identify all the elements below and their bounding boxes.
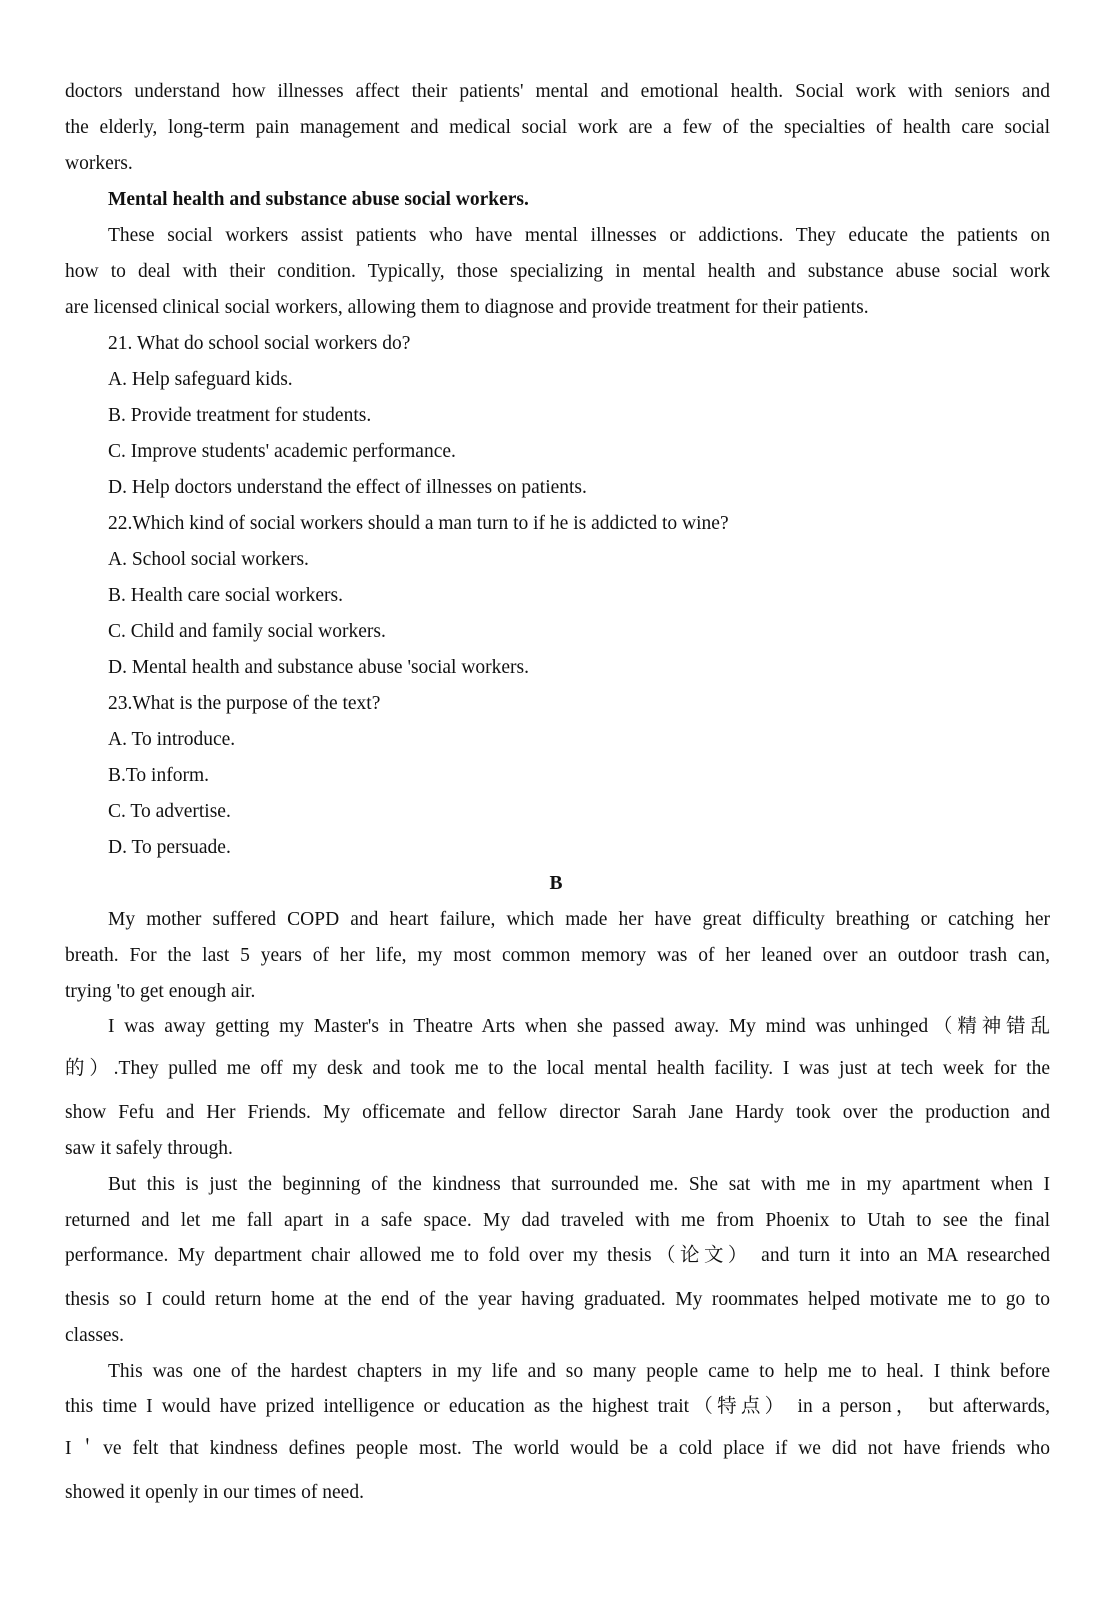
- answer-option: A. School social workers.: [108, 549, 309, 570]
- answer-option: B. Health care social workers.: [108, 585, 343, 606]
- text-line: These social workers assist patients who have mental illnesses or addictions. They educate the patients on: [108, 225, 1050, 246]
- text-line: returned and let me fall apart in a safe space. My dad traveled with me from Phoenix to Utah to see the final: [65, 1210, 1050, 1231]
- answer-option: D. To persuade.: [108, 837, 231, 858]
- answer-option: C. To advertise.: [108, 801, 231, 822]
- text-line: classes.: [65, 1325, 125, 1346]
- answer-option: B.To inform.: [108, 765, 210, 786]
- text-line: the elderly, long-term pain management and medical social work are a few of the specialties of health care social: [65, 117, 1050, 138]
- text-line: My mother suffered COPD and heart failure, which made her have great difficulty breathing or catching her: [108, 909, 1050, 930]
- question: 22.Which kind of social workers should a man turn to if he is addicted to wine?: [108, 513, 729, 534]
- answer-option: C. Improve students' academic performance.: [108, 441, 456, 462]
- answer-option: A. Help safeguard kids.: [108, 369, 293, 390]
- text-line: breath. For the last 5 years of her life, my most common memory was of her leaned over an outdoor trash can,: [65, 945, 1050, 966]
- answer-option: B. Provide treatment for students.: [108, 405, 372, 426]
- answer-option: C. Child and family social workers.: [108, 621, 386, 642]
- answer-option: D. Help doctors understand the effect of illnesses on patients.: [108, 477, 587, 498]
- question: 23.What is the purpose of the text?: [108, 693, 381, 714]
- text-line: showed it openly in our times of need.: [65, 1482, 364, 1503]
- question: 21. What do school social workers do?: [108, 333, 411, 354]
- text-line: are licensed clinical social workers, allowing them to diagnose and provide treatment for their patients.: [65, 297, 869, 318]
- text-line: workers.: [65, 153, 133, 174]
- text-line: this time I would have prized intelligence or education as the highest trait（特点） in a person， but afterwards,: [65, 1396, 1050, 1417]
- text-line: performance. My department chair allowed me to fold over my thesis（论文） and turn it into an MA researched: [65, 1245, 1050, 1266]
- section-heading: Mental health and substance abuse social workers.: [108, 189, 529, 210]
- answer-option: D. Mental health and substance abuse 'social workers.: [108, 657, 530, 678]
- text-line: I＇ve felt that kindness defines people most. The world would be a cold place if we did not have friends who: [65, 1438, 1050, 1459]
- text-line: how to deal with their condition. Typically, those specializing in mental health and substance abuse social work: [65, 261, 1050, 282]
- text-line: saw it safely through.: [65, 1138, 233, 1159]
- text-line: I was away getting my Master's in Theatre Arts when she passed away. My mind was unhinged（精神错乱: [108, 1016, 1050, 1037]
- text-line: trying 'to get enough air.: [65, 981, 256, 1002]
- text-line: 的）.They pulled me off my desk and took me to the local mental health facility. I was just at tech week for the: [65, 1058, 1050, 1079]
- text-line: doctors understand how illnesses affect their patients' mental and emotional health. Social work with seniors and: [65, 81, 1050, 102]
- text-line: But this is just the beginning of the kindness that surrounded me. She sat with me in my apartment when I: [108, 1174, 1050, 1195]
- answer-option: A. To introduce.: [108, 729, 236, 750]
- text-line: This was one of the hardest chapters in my life and so many people came to help me to heal. I think before: [108, 1361, 1050, 1382]
- text-line: thesis so I could return home at the end of the year having graduated. My roommates helped motivate me to go to: [65, 1289, 1050, 1310]
- section-label: B: [549, 873, 563, 894]
- text-line: show Fefu and Her Friends. My officemate and fellow director Sarah Jane Hardy took over the production and: [65, 1102, 1050, 1123]
